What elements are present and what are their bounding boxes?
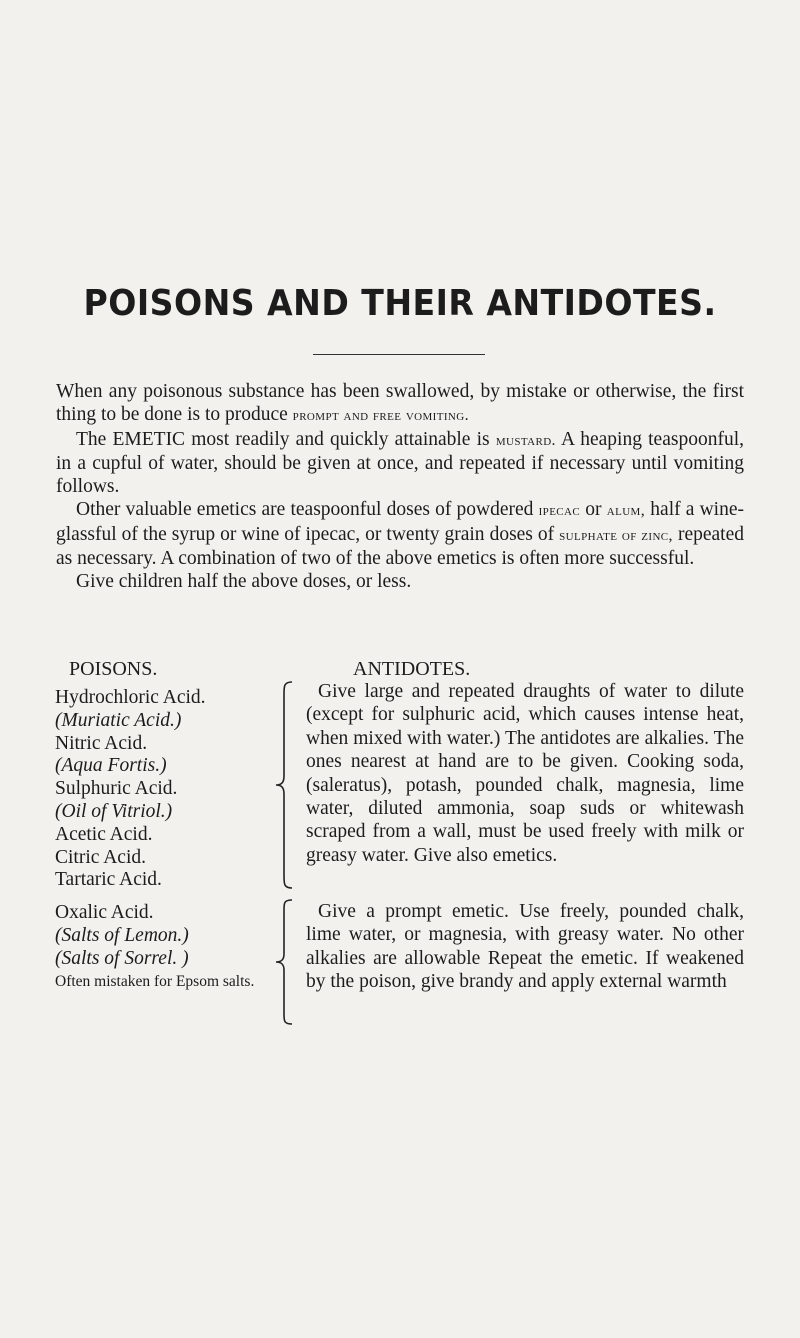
- poison-item: Acetic Acid.: [55, 823, 153, 845]
- title-divider: [313, 354, 485, 355]
- antidotes-column-header: ANTIDOTES.: [353, 658, 471, 680]
- intro-paragraph-2: The EMETIC most readily and quickly attainable is mustard. A heaping teaspoonful, in a cupful of water, should be given at once, and repeated if necessary until vomiting follows.: [56, 428, 744, 498]
- poison-item: (Salts of Lemon.): [55, 924, 189, 946]
- curly-brace-icon: [270, 898, 294, 1026]
- page-title: POISONS AND THEIR ANTIDOTES.: [83, 283, 717, 324]
- poisons-column-header: POISONS.: [69, 658, 158, 680]
- poison-note: Often mistaken for Epsom salts.: [55, 973, 255, 991]
- poison-item: (Muriatic Acid.): [55, 709, 182, 731]
- poison-item: Hydrochloric Acid.: [55, 687, 206, 708]
- poison-item: Oxalic Acid.: [55, 902, 154, 923]
- poison-item: (Salts of Sorrel. ): [55, 947, 189, 969]
- curly-brace-icon: [270, 680, 294, 890]
- intro-paragraph-3: Other valuable emetics are teaspoonful doses of powdered ipecac or alum, half a wine-glassful of the syrup or wine of ipecac, or twenty grain doses of sulphate of zinc, repeated as necessary. A combination of two of the above emetics is often more successful.: [56, 499, 745, 570]
- antidote-acids: Give large and repeated draughts of water to dilute (except for sulphuric acid, which causes intense heat, when mixed with water.) The antidotes are alkalies. The ones nearest at hand are to be given. Cooking soda, (saleratus), potash, pounded chalk, magnesia, lime water, diluted ammonia, soap suds or whitewash scraped from a wall, must be used freely with milk or greasy water. Give also emetics.: [306, 681, 744, 866]
- poison-item: Citric Acid.: [55, 846, 146, 868]
- poison-item: Nitric Acid.: [55, 732, 148, 754]
- intro-paragraph-1: When any poisonous substance has been swallowed, by mistake or otherwise, the first thing to be done is to produce prompt and free vomiting.: [56, 381, 744, 426]
- poison-item: (Oil of Vitriol.): [55, 800, 173, 822]
- poison-item: Tartaric Acid.: [55, 869, 162, 891]
- poison-list-acids: [55, 687, 280, 892]
- antidote-oxalic: Give a prompt emetic. Use freely, pounded chalk, lime water, or magnesia, with greasy water. No other alkalies are allowable Repeat the emetic. If weakened by the poison, give brandy and apply external warmth: [306, 901, 744, 993]
- poison-item: Sulphuric Acid.: [55, 778, 178, 800]
- poison-list-oxalic: [55, 902, 280, 992]
- intro-paragraph-4: Give children half the above doses, or less.: [76, 571, 412, 593]
- poison-item: (Aqua Fortis.): [55, 755, 167, 777]
- intro-text: [56, 380, 744, 594]
